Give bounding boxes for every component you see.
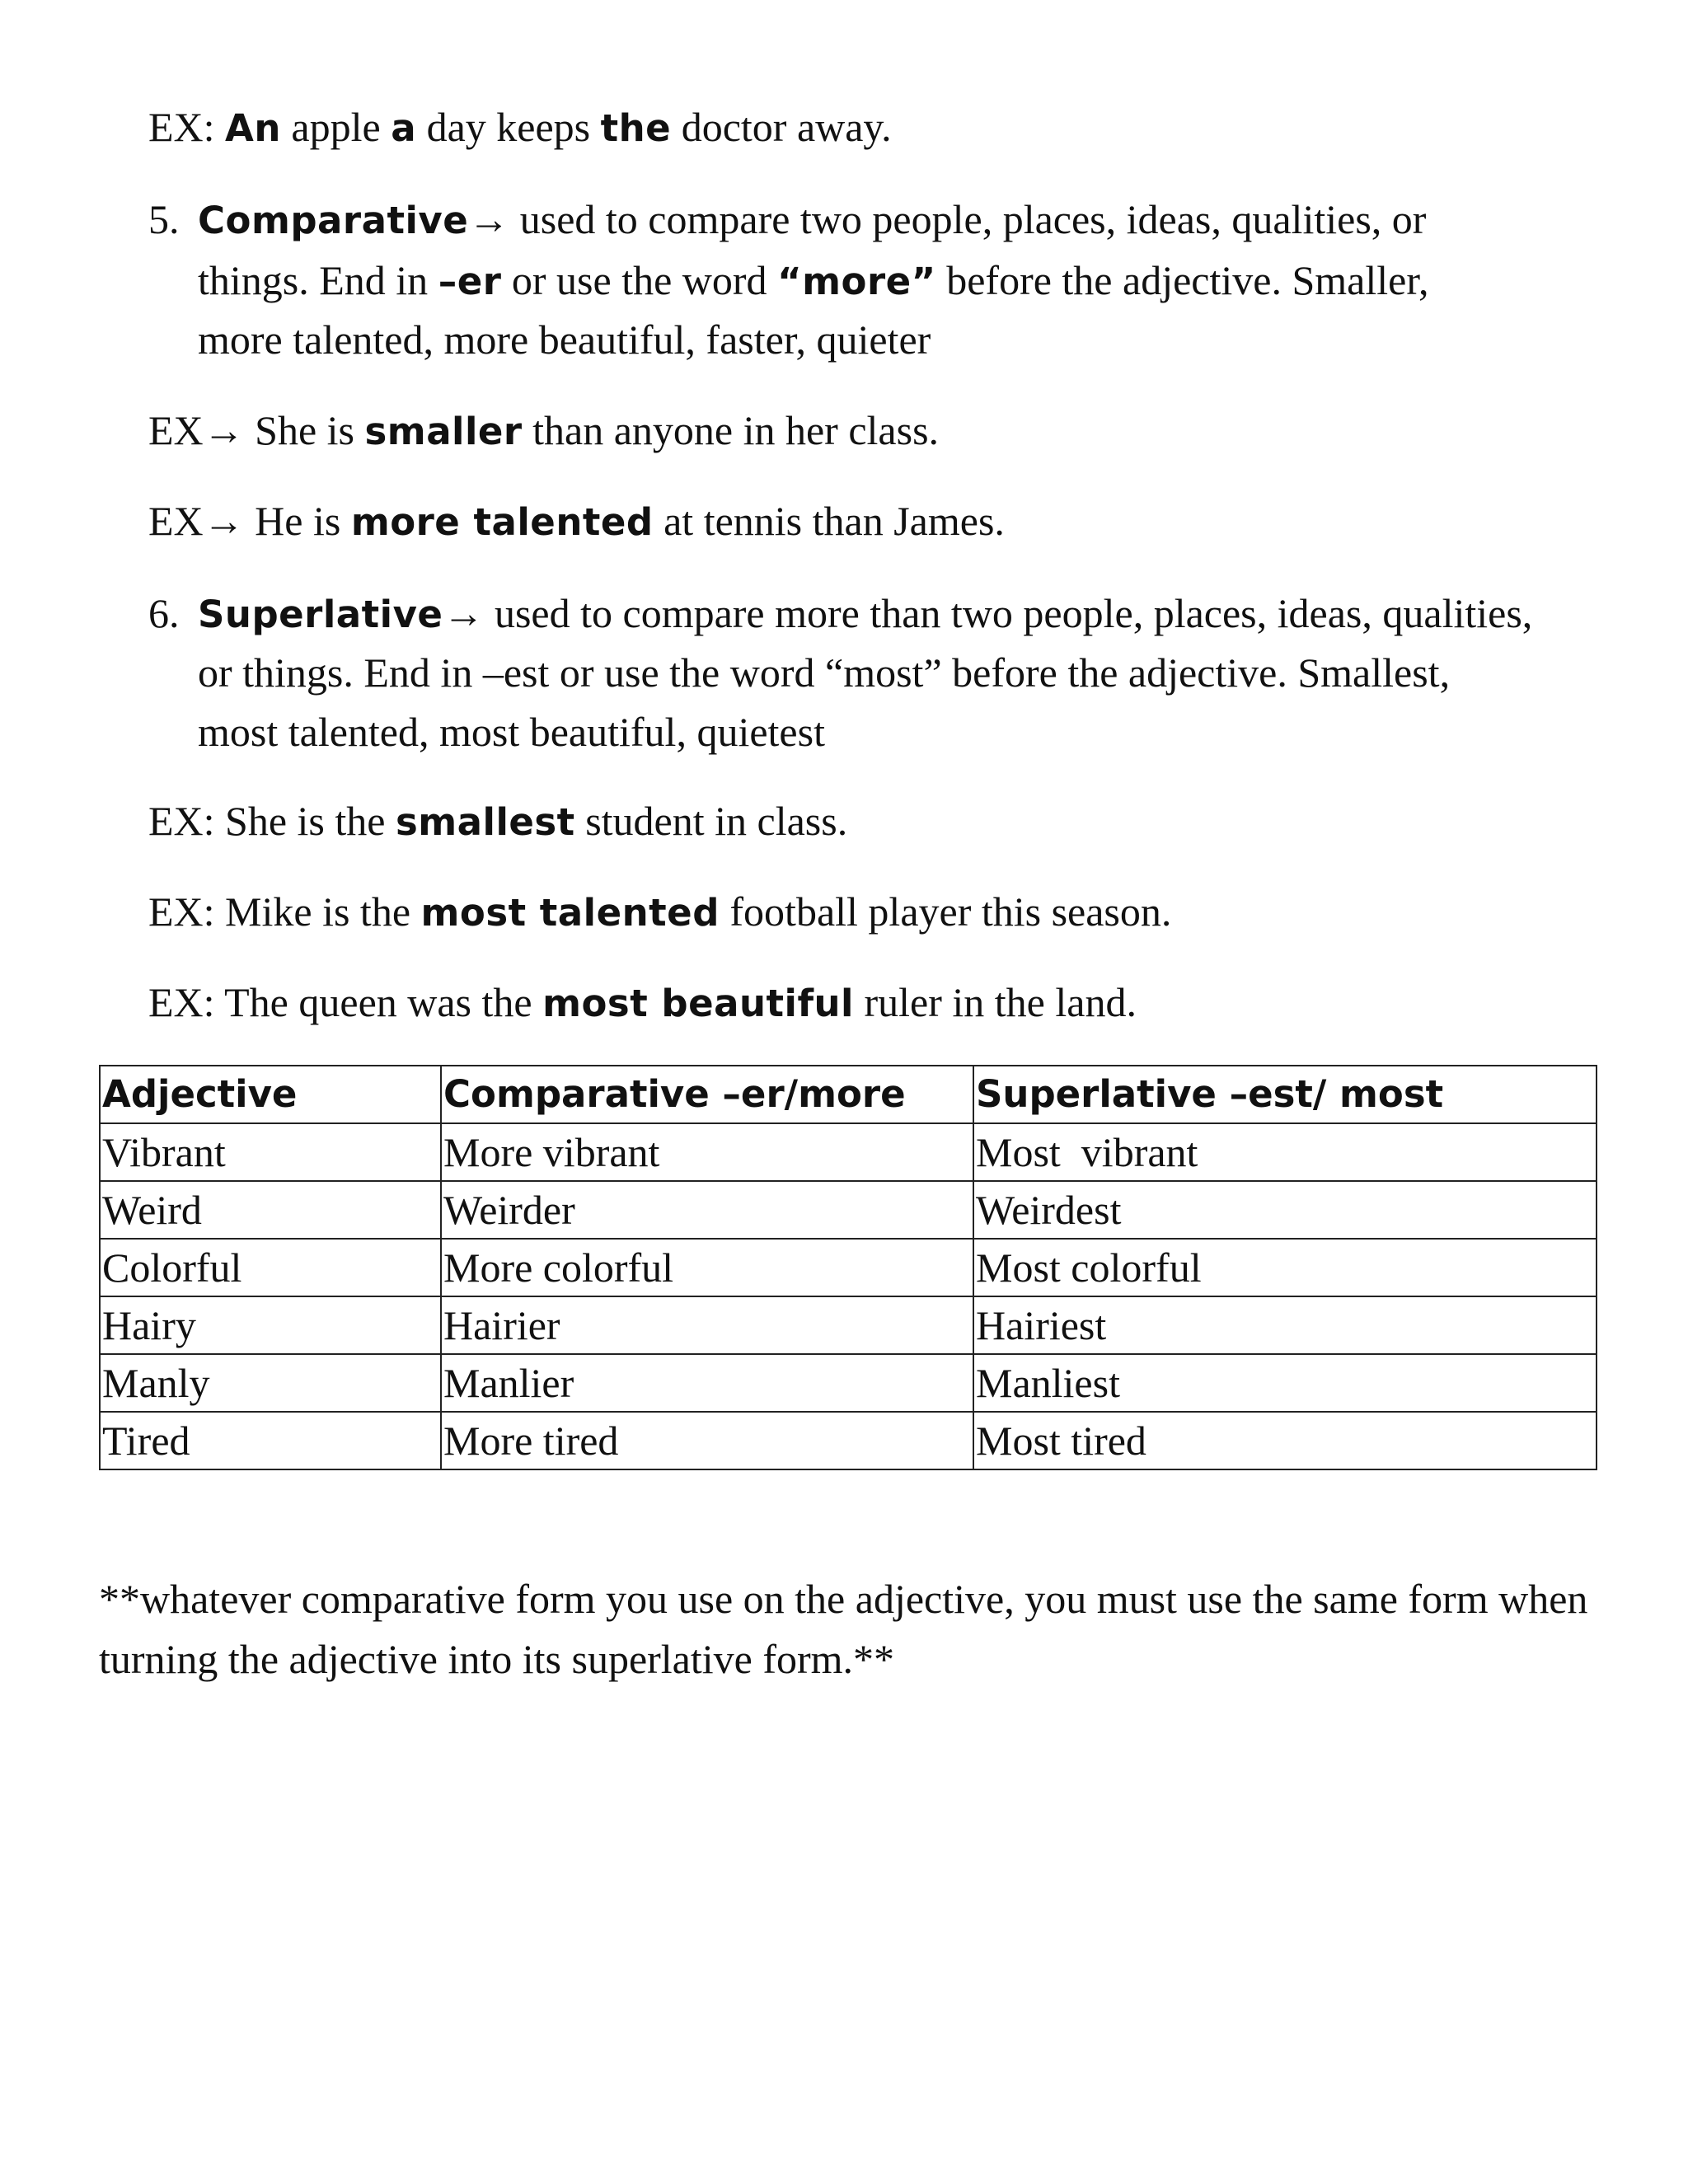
highlight-smaller: smaller <box>364 410 523 453</box>
term-superlative: Superlative <box>198 593 443 636</box>
highlight-most-talented: most talented <box>420 891 720 935</box>
table-header-row <box>100 1066 1597 1123</box>
arrow-right-icon: → <box>203 407 245 453</box>
highlight-smallest: smallest <box>395 800 575 844</box>
example-apple <box>148 97 892 158</box>
cell-superlative: Hairiest <box>973 1296 1597 1354</box>
example-text: EX: She is the <box>148 798 396 844</box>
example-text: apple <box>280 104 392 150</box>
comparative-definition-line2 <box>198 251 1428 312</box>
article-a: a <box>391 106 417 150</box>
cell-superlative: Most vibrant <box>973 1123 1597 1181</box>
table-row <box>100 1239 1597 1296</box>
example-label: EX <box>148 407 204 453</box>
cell-comparative: More vibrant <box>441 1123 973 1181</box>
superlative-number <box>148 583 180 644</box>
cell-comparative: Manlier <box>441 1354 973 1412</box>
cell-adjective: Hairy <box>100 1296 441 1354</box>
definition-text: most talented, most beautiful, quietest <box>198 709 825 755</box>
superlative-definition-line3 <box>198 702 825 762</box>
arrow-right-icon: → <box>468 196 510 242</box>
example-smallest <box>148 791 847 852</box>
suffix-er: –er <box>438 260 502 303</box>
comparative-definition-line1 <box>198 190 1426 251</box>
cell-comparative: More colorful <box>441 1239 973 1296</box>
table-row <box>100 1354 1597 1412</box>
cell-superlative: Most tired <box>973 1412 1597 1469</box>
adjective-forms-table <box>99 1065 1597 1470</box>
cell-comparative: More tired <box>441 1412 973 1469</box>
example-label: EX: <box>148 104 226 150</box>
example-text: doctor away. <box>671 104 892 150</box>
list-number: 6. <box>148 590 180 636</box>
table-row <box>100 1412 1597 1469</box>
example-label: EX <box>148 498 204 544</box>
example-text: She is <box>244 407 365 453</box>
table-row <box>100 1181 1597 1239</box>
cell-adjective: Vibrant <box>100 1123 441 1181</box>
term-comparative: Comparative <box>198 199 469 242</box>
comparative-number <box>148 190 180 250</box>
footnote: **whatever comparative form you use on the adjective, you must use the same form when turning the adjective into its superlative form.** <box>99 1576 1588 1682</box>
definition-text: used to compare two people, places, ideas, qualities, or <box>509 196 1427 242</box>
example-text: EX: The queen was the <box>148 979 543 1025</box>
definition-text: or things. End in –est or use the word “most” before the adjective. Smallest, <box>198 649 1451 696</box>
example-text: student in class. <box>574 798 848 844</box>
highlight-more-talented: more talented <box>350 500 654 544</box>
definition-text: before the adjective. Smaller, <box>935 257 1429 303</box>
header-adjective: Adjective <box>100 1066 441 1123</box>
cell-adjective: Weird <box>100 1181 441 1239</box>
example-text: He is <box>244 498 351 544</box>
superlative-definition-line2 <box>198 643 1450 703</box>
highlight-most-beautiful: most beautiful <box>542 982 854 1025</box>
example-most-talented <box>148 882 1171 943</box>
definition-text: or use the word <box>501 257 778 303</box>
cell-comparative: Weirder <box>441 1181 973 1239</box>
example-text: ruler in the land. <box>854 979 1137 1025</box>
example-more-talented <box>148 491 1005 552</box>
example-smaller <box>148 401 939 462</box>
cell-adjective: Manly <box>100 1354 441 1412</box>
cell-superlative: Weirdest <box>973 1181 1597 1239</box>
table-row <box>100 1123 1597 1181</box>
definition-text: more talented, more beautiful, faster, quieter <box>198 316 931 363</box>
example-text: day keeps <box>416 104 601 150</box>
header-comparative: Comparative –er/more <box>441 1066 973 1123</box>
arrow-right-icon: → <box>443 590 485 636</box>
definition-text: things. End in <box>198 257 438 303</box>
arrow-right-icon: → <box>203 498 245 544</box>
word-more: “more” <box>777 260 936 303</box>
cell-adjective: Tired <box>100 1412 441 1469</box>
example-text: than anyone in her class. <box>522 407 940 453</box>
cell-comparative: Hairier <box>441 1296 973 1354</box>
header-superlative: Superlative –est/ most <box>973 1066 1597 1123</box>
example-text: at tennis than James. <box>653 498 1005 544</box>
superlative-definition-line1 <box>198 583 1532 644</box>
cell-superlative: Most colorful <box>973 1239 1597 1296</box>
example-text: football player this season. <box>719 888 1172 935</box>
list-number: 5. <box>148 196 180 242</box>
article-an: An <box>225 106 281 150</box>
example-text: EX: Mike is the <box>148 888 421 935</box>
definition-text: used to compare more than two people, places, ideas, qualities, <box>484 590 1533 636</box>
article-the: the <box>600 106 672 150</box>
cell-superlative: Manliest <box>973 1354 1597 1412</box>
example-most-beautiful <box>148 972 1137 1033</box>
comparative-definition-line3 <box>198 310 931 370</box>
table-row <box>100 1296 1597 1354</box>
cell-adjective: Colorful <box>100 1239 441 1296</box>
